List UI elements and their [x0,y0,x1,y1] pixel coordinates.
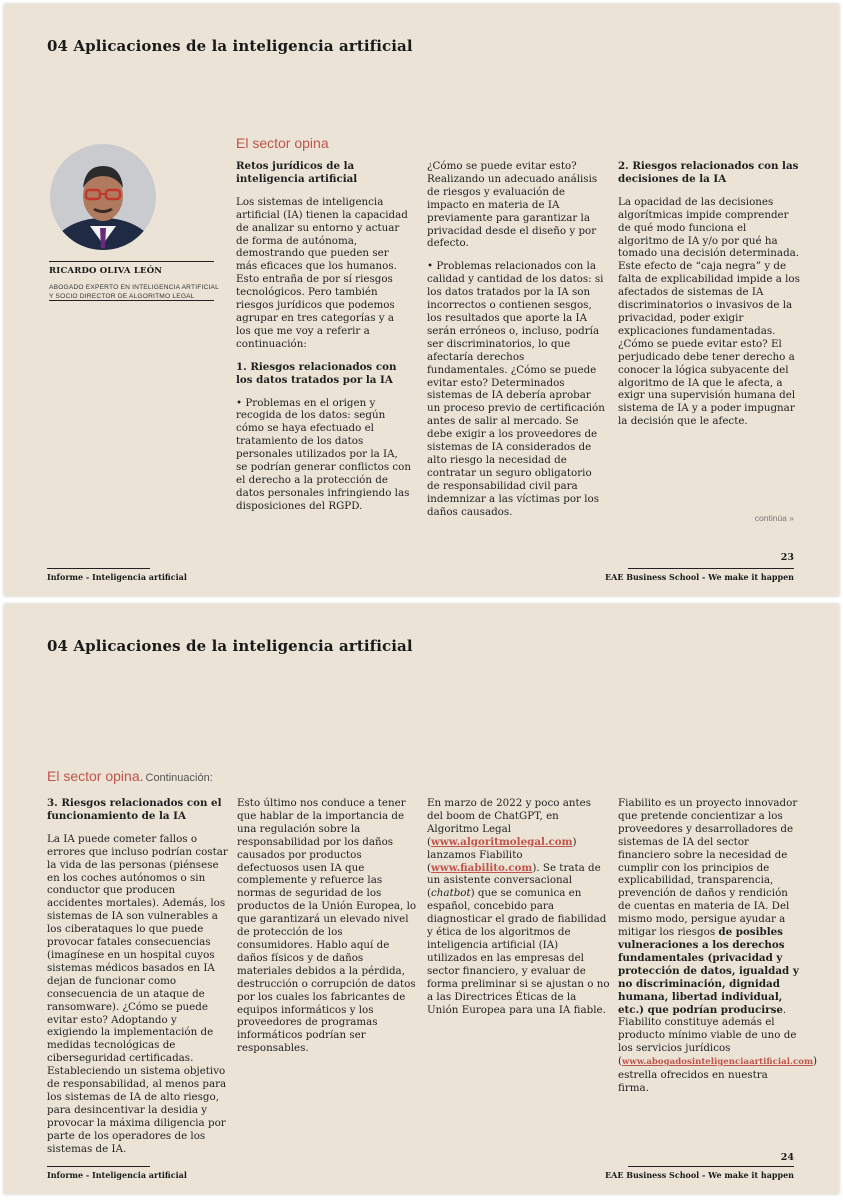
author-role: ABOGADO EXPERTO EN INTELIGENCIA ARTIFICIAL Y SOCIO DIRECTOR DE ALGORITMO LEGAL [49,284,219,300]
footer-right: EAE Business School - We make it happen [605,572,794,582]
author-name: RICARDO OLIVA LEÓN [49,266,163,276]
continua-link[interactable]: continúa » [754,513,794,523]
footer-left: Informe - Inteligencia artificial [47,1170,187,1180]
section-heading: El sector opina [236,135,329,151]
page-title: 04 Aplicaciones de la inteligencia artificial [47,637,413,655]
column-1: Retos jurídicos de la inteligencia artificial Los sistemas de inteligencia artificial (IA) tienen la capacidad de analizar su entorno y actuar de forma de autónoma, demostrando que pueden ser más eficaces que los humanos. Esto entraña de por sí riesgos tecnológicos. Pero también riesgos jurídicos que podemos agrupar en tres categorías y a los que me voy a referir a continuación: 1. Riesgos relacionados con los datos tratados por la IA • Problemas en el origen y recogida de los datos: según cómo se haya efectuado el tratamiento de los datos personales utilizados por la IA, se podrían generar conflictos con el derecho a la protección de datos personales infringiendo las disposiciones del RGPD. [236,160,411,512]
footer-left: Informe - Inteligencia artificial [47,572,187,582]
column-4: Fiabilito es un proyecto innovador que pretende concientizar a los proveedores y desarrolladores de sistemas de IA del sector financiero sobre la necesidad de cumplir con los principios de explicabilidad, transparencia, prevención de daños y rendición de cuentas en materia de IA. Del mismo modo, persigue ayudar a mitigar los riesgos de posibles vulneraciones a los derechos fundamentales (privacidad y protección de datos, igualdad y no discriminación, dignidad humana, libertad individual, etc.) que podrían producirse. Fiabilito constituye además el producto mínimo viable de uno de los servicios jurídicos (www.abogadosinteligenciaartificial.com) estrella ofrecidos en nuestra firma. [618,797,818,1094]
page-23 [4,4,839,596]
page-24 [4,604,839,1194]
algoritmolegal-link[interactable]: www.algoritmolegal.com [431,835,573,848]
page-number: 23 [780,552,794,563]
footer-right: EAE Business School - We make it happen [605,1170,794,1180]
page-number: 24 [780,1152,794,1163]
column-3: 2. Riesgos relacionados con las decisiones de la IA La opacidad de las decisiones algorítmicas impide comprender de qué modo funciona el algoritmo de IA y/o por qué ha tomado una decisión determinada. Este efecto de “caja negra” y de falta de explicabilidad impide a los afectados de sistemas de IA discriminatorios o invasivos de la privacidad, poder exigir explicaciones fundamentadas. ¿Cómo se puede evitar esto? El perjudicado debe tener derecho a conocer la lógica subyacente del algoritmo de IA que le afecta, a exigr una supervisión humana del sistema de IA y a poder impugnar la decisión que le afecte. [618,160,800,428]
column-2: Esto último nos conduce a tener que hablar de la importancia de una regulación sobre la responsabilidad por los daños causados por productos defectuosos usen IA que complemente y refuerce las normas de seguridad de los productos de la Unión Europea, lo que garantizará un elevado nivel de protección de los consumidores. Hablo aquí de daños físicos y de daños materiales debidos a la pérdida, destrucción o corrupción de datos por los cuales los fabricantes de equipos informáticos y los proveedores de programas informáticos podrían ser responsables. [237,797,417,1055]
column-3: En marzo de 2022 y poco antes del boom de ChatGPT, en Algoritmo Legal (www.algoritmolegal.com) lanzamos Fiabilito (www.fiabilito.com). Se trata de un asistente conversacional (chatbot) que se comunica en español, concebido para diagnosticar el grado de fiabilidad y ética de los algoritmos de inteligencia artificial (IA) utilizados en las empresas del sector financiero, y evaluar de forma preliminar si se ajustan o no a las Directrices Éticas de la Unión Europea para una IA fiable. [427,797,610,1016]
abogados-ia-link[interactable]: www.abogadosinteligenciaartificial.com [622,1057,814,1068]
column-1: 3. Riesgos relacionados con el funcionamiento de la IA La IA puede cometer fallos o errores que incluso podrían costar la vida de las personas (piénsese en los coches autónomos o sin conductor que producen accidentes mortales). Además, los sistemas de IA son vulnerables a los ciberataques lo que puede provocar fatales consecuencias (imagínese en un hospital cuyos sistemas médicos basados en IA dejan de funcionar como consecuencia de un ataque de ransomware). ¿Cómo se puede evitar esto? Adoptando y exigiendo la implementación de medidas tecnológicas de ciberseguridad certificadas. Estableciendo un sistema objetivo de responsabilidad, al menos para los sistemas de IA de alto riesgo, para desincentivar la desidia y provocar la máxima diligencia por parte de los operadores de los sistemas de IA. [47,797,228,1155]
column-2: ¿Cómo se puede evitar esto? Realizando un adecuado análisis de riesgos y evaluación de impacto en materia de IA previamente para garantizar la privacidad desde el diseño y por defecto. • Problemas relacionados con la calidad y cantidad de los datos: si los datos tratados por la IA son incorrectos o contienen sesgos, los resultados que aporte la IA serán erróneos o, incluso, podría ser discriminatorios, lo que afectaría derechos fundamentales. ¿Cómo se puede evitar esto? Determinados sistemas de IA debería aprobar un proceso previo de certificación antes de salir al mercado. Se debe exigir a los proveedores de sistemas de IA considerados de alto riesgo la necesidad de contratar un seguro obligatorio de responsabilidad civil para indemnizar a las víctimas por los daños causados. [427,160,605,518]
section-heading: El sector opina. Continuación: [47,768,213,784]
fiabilito-link[interactable]: www.fiabilito.com [431,861,533,874]
author-photo [50,144,156,250]
page-title: 04 Aplicaciones de la inteligencia artificial [47,37,413,55]
